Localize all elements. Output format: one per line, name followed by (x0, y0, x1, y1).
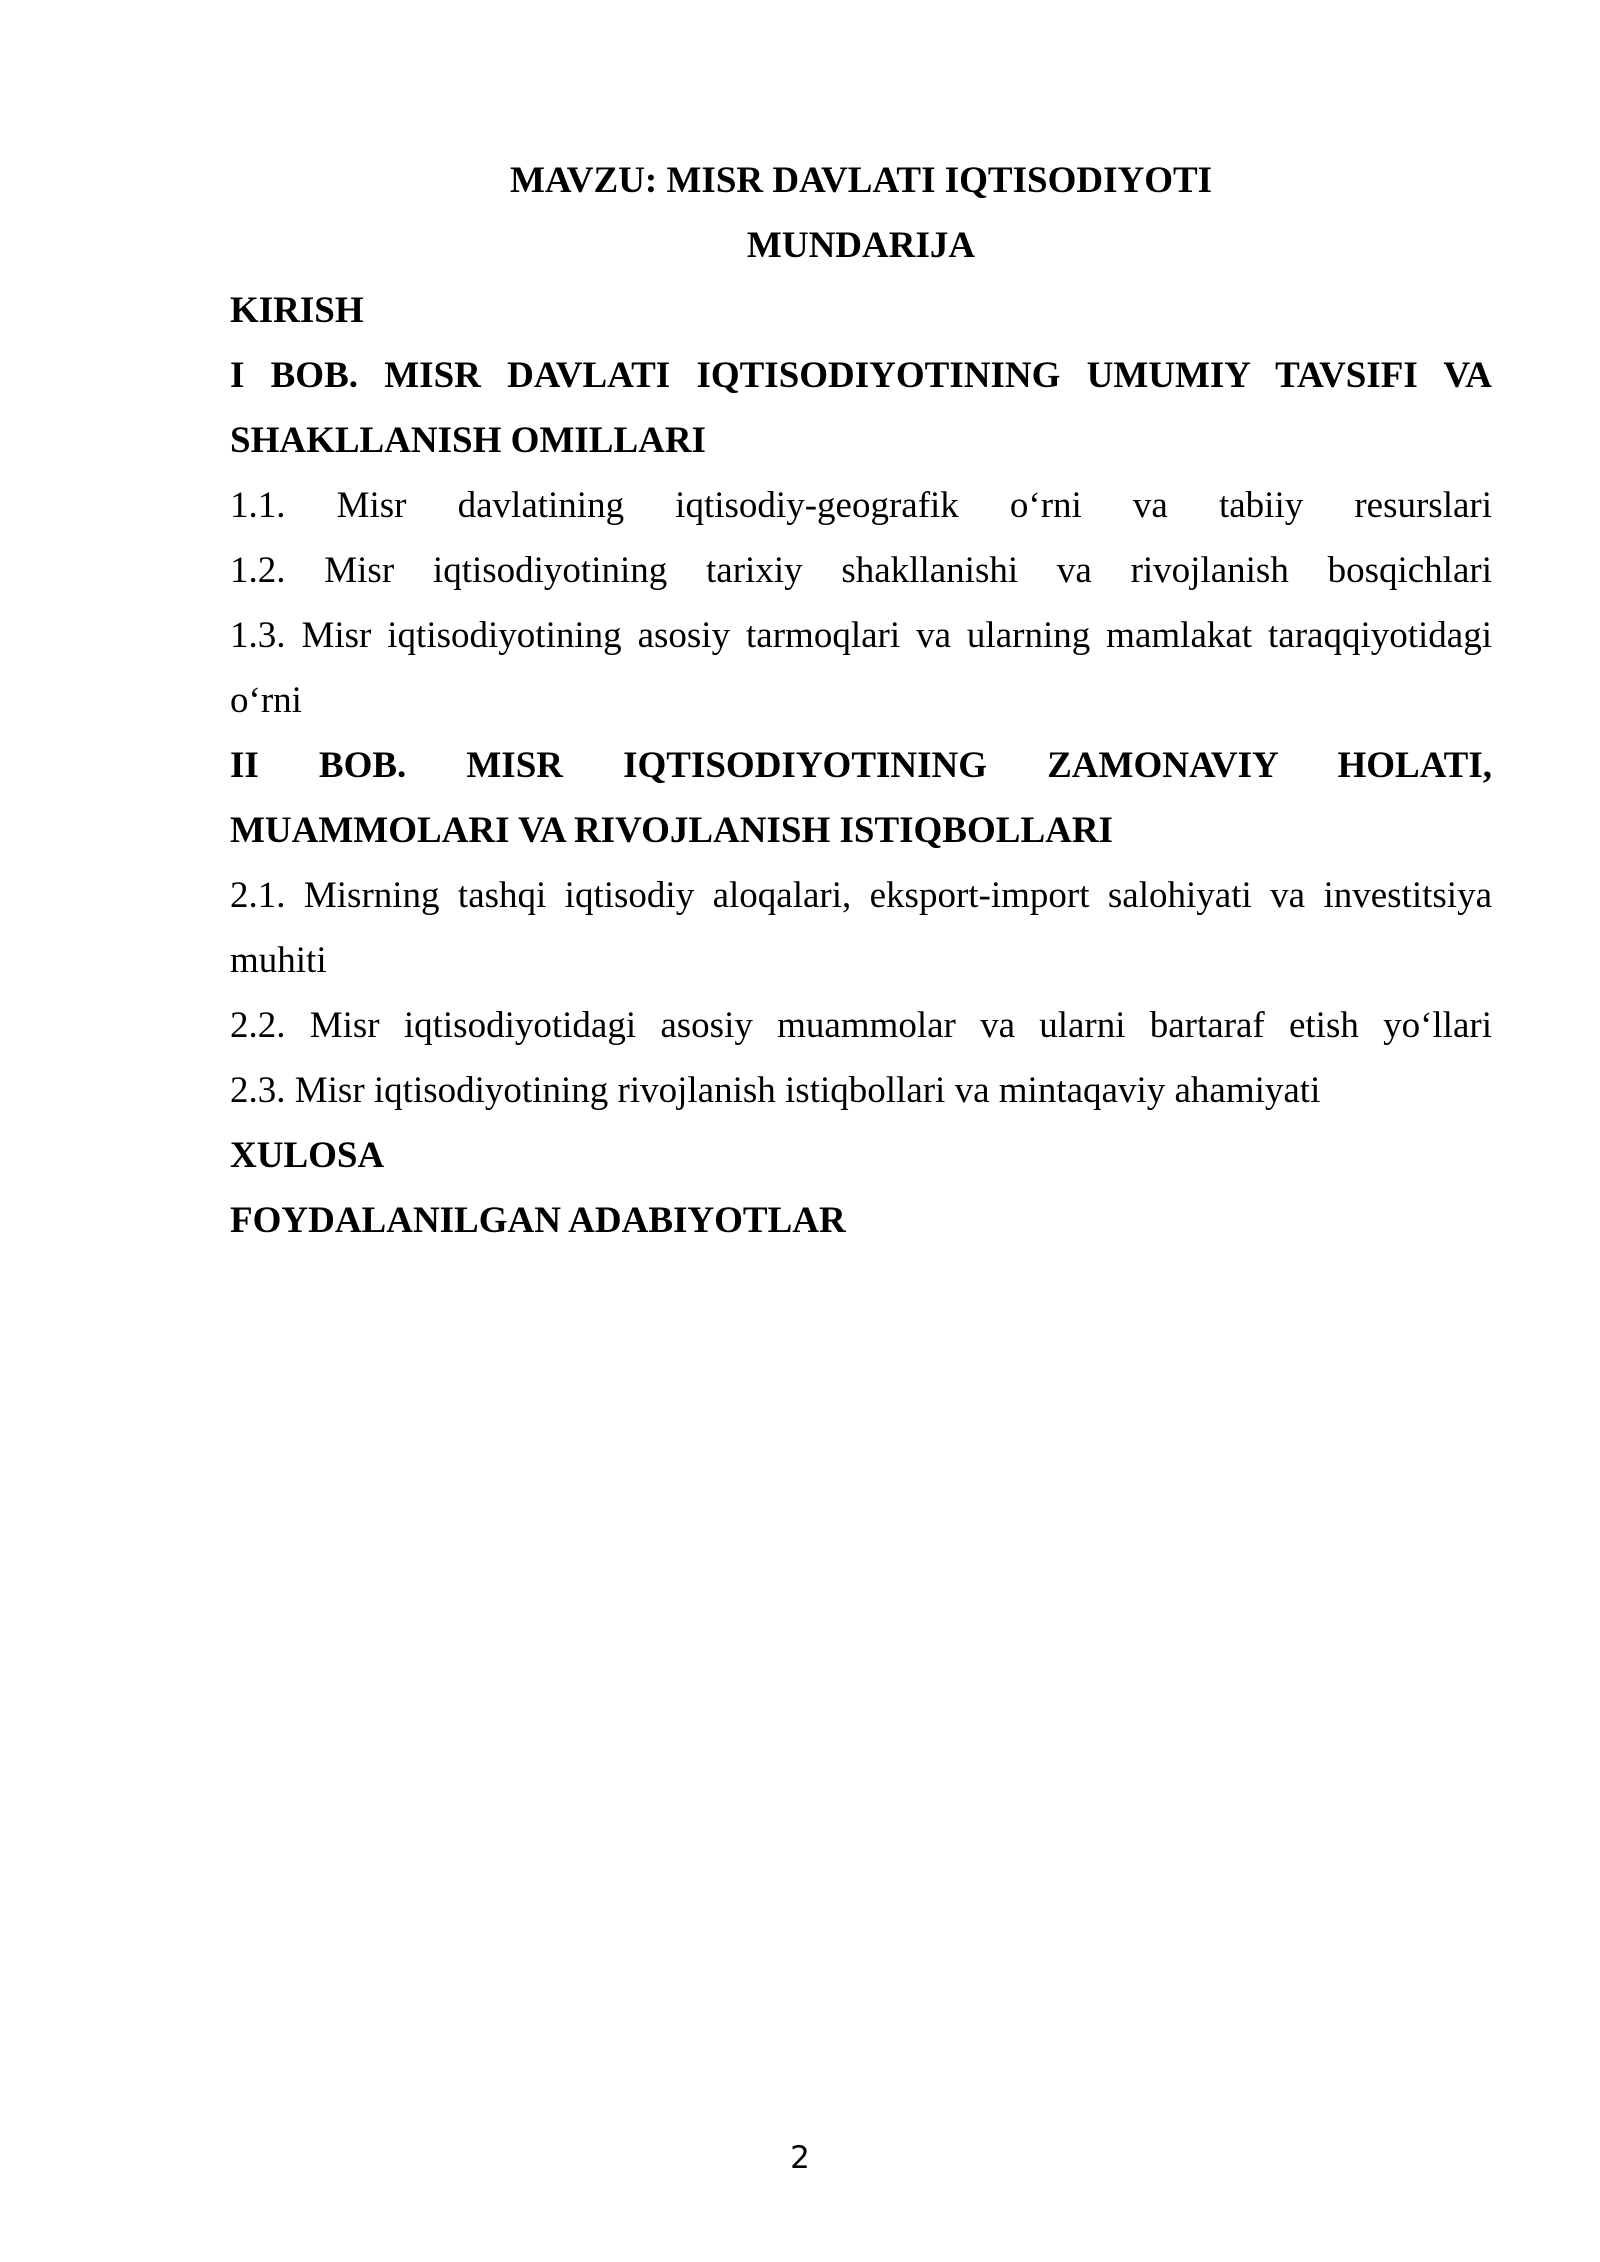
toc-section-2-1-line-2[interactable]: muhiti (230, 940, 327, 981)
page-content (230, 148, 1492, 1253)
toc-conclusion[interactable]: XULOSA (230, 1135, 385, 1176)
topic-title: MAVZU: MISR DAVLATI IQTISODIYOTI (509, 160, 1213, 201)
toc-section-1-1[interactable]: 1.1. Misr davlatining iqtisodiy-geografik o‘rni va tabiiy resurslari (230, 485, 1492, 526)
toc-chapter-1-line-1[interactable]: I BOB. MISR DAVLATI IQTISODIYOTINING UMUMIY TAVSIFI VA (230, 355, 1492, 396)
toc-chapter-2-line-2[interactable]: MUAMMOLARI VA RIVOJLANISH ISTIQBOLLARI (230, 810, 1113, 851)
toc-section-2-3[interactable]: 2.3. Misr iqtisodiyotining rivojlanish istiqbollari va mintaqaviy ahamiyati (230, 1070, 1321, 1111)
toc-section-1-2[interactable]: 1.2. Misr iqtisodiyotining tarixiy shakllanishi va rivojlanish bosqichlari (230, 550, 1492, 591)
toc-section-1-3-line-2[interactable]: o‘rni (230, 680, 302, 721)
toc-section-1-3-line-1[interactable]: 1.3. Misr iqtisodiyotining asosiy tarmoqlari va ularning mamlakat taraqqiyotidagi (230, 615, 1492, 656)
page-number: 2 (790, 2140, 810, 2176)
toc-section-2-1-line-1[interactable]: 2.1. Misrning tashqi iqtisodiy aloqalari, eksport-import salohiyati va investitsiya (230, 875, 1492, 916)
contents-heading: MUNDARIJA (746, 225, 976, 266)
toc-section-2-2[interactable]: 2.2. Misr iqtisodiyotidagi asosiy muammolar va ularni bartaraf etish yo‘llari (230, 1005, 1492, 1046)
toc-chapter-2-line-1[interactable]: II BOB. MISR IQTISODIYOTINING ZAMONAVIY HOLATI, (230, 745, 1492, 786)
toc-chapter-1-line-2[interactable]: SHAKLLANISH OMILLARI (230, 420, 706, 461)
toc-references[interactable]: FOYDALANILGAN ADABIYOTLAR (230, 1200, 846, 1241)
toc-introduction[interactable]: KIRISH (230, 290, 364, 331)
